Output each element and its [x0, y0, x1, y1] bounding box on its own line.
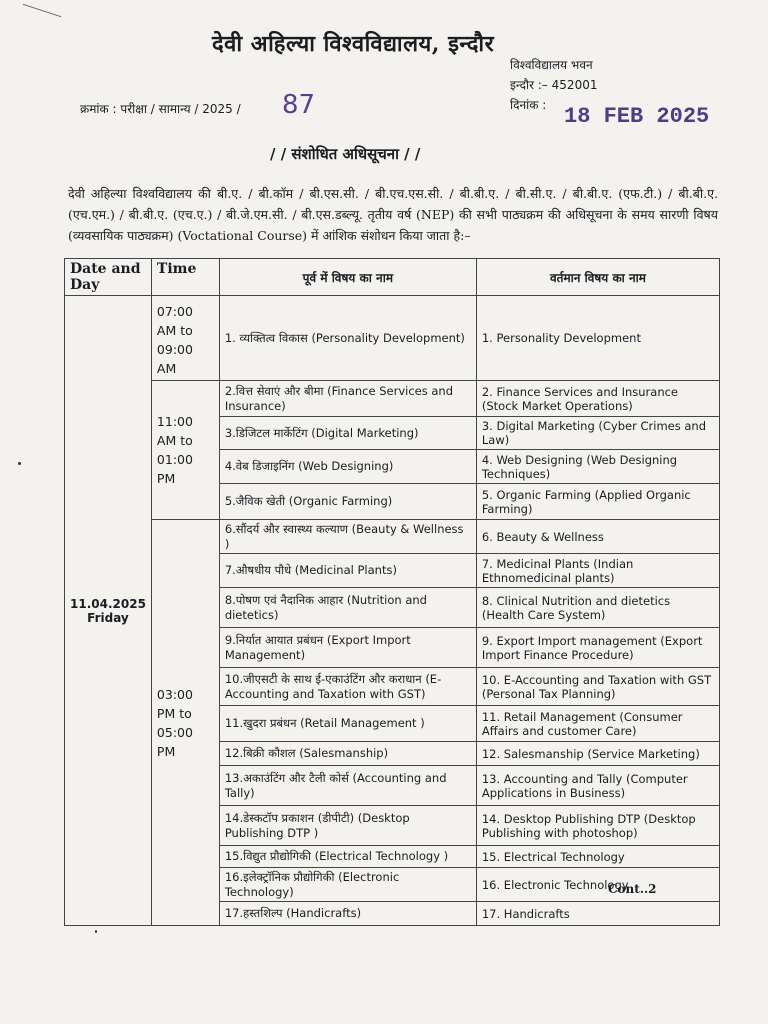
new-subject: 3. Digital Marketing (Cyber Crimes and Law): [476, 417, 719, 450]
date-cell: [65, 296, 152, 926]
reference-number: 87: [282, 90, 316, 120]
time-slot-1: 07:00 AM to 09:00 AM: [151, 296, 219, 381]
old-subject: 2.वित्त सेवाएं और बीमा (Finance Services and Insurance): [219, 381, 476, 417]
old-subject: 7.औषधीय पौधे (Medicinal Plants): [219, 554, 476, 588]
university-title: देवी अहिल्या विश्वविद्यालय, इन्दौर: [212, 31, 495, 57]
address-line-2: इन्दौर :– 452001: [510, 78, 598, 92]
new-subject: 6. Beauty & Wellness: [476, 520, 719, 554]
old-subject: 12.बिक्री कौशल (Salesmanship): [219, 742, 476, 766]
old-subject: 4.वेब डिजाइनिंग (Web Designing): [219, 450, 476, 484]
new-subject: 17. Handicrafts: [476, 902, 719, 926]
new-subject: 8. Clinical Nutrition and dietetics (Health Care System): [476, 588, 719, 628]
new-subject: 1. Personality Development: [476, 296, 719, 381]
old-subject: 9.निर्यात आयात प्रबंधन (Export Import Management): [219, 628, 476, 668]
table-header-row: [65, 259, 720, 296]
schedule-table: [64, 258, 720, 926]
date-label: दिनांक :: [510, 98, 547, 112]
old-subject: 15.विद्युत प्रौद्योगिकी (Electrical Technology ): [219, 846, 476, 868]
old-subject: 16.इलेक्ट्रॉनिक प्रौद्योगिकी (Electronic Technology): [219, 868, 476, 902]
new-subject: 14. Desktop Publishing DTP (Desktop Publishing with photoshop): [476, 806, 719, 846]
old-subject: 14.डेस्कटॉप प्रकाशन (डीपीटी) (Desktop Publishing DTP ): [219, 806, 476, 846]
old-subject: 3.डिजिटल मार्केटिंग (Digital Marketing): [219, 417, 476, 450]
new-subject: 2. Finance Services and Insurance (Stock Market Operations): [476, 381, 719, 417]
header-date-day: Date and Day: [65, 259, 152, 296]
old-subject: 6.सौंदर्य और स्वास्थ्य कल्याण (Beauty & Wellness ): [219, 520, 476, 554]
scan-speck: [18, 462, 21, 465]
new-subject: 11. Retail Management (Consumer Affairs and customer Care): [476, 706, 719, 742]
new-subject: 10. E-Accounting and Taxation with GST (Personal Tax Planning): [476, 668, 719, 706]
old-subject: 5.जैविक खेती (Organic Farming): [219, 484, 476, 520]
notice-paragraph: देवी अहिल्या विश्वविद्यालय की बी.ए. / बी.कॉम / बी.एस.सी. / बी.एच.एस.सी. / बी.बी.ए. / बी.सी.ए. / बी.बी.ए. (एफ.टी.) / बी.बी.ए. (एच.एम.) / बी.बी.ए. (एच.ए.) / बी.जे.एम.सी. / बी.एस.डब्ल्यू. तृतीय वर्ष (NEP) की सभी पाठ्यक्रम की अधिसूचना के समय सारणी विषय (व्यवसायिक पाठ्यक्रम) (Voctational Course) में आंशिक संशोधन किया जाता है:–: [68, 186, 718, 243]
old-subject: 1. व्यक्तित्व विकास (Personality Development): [219, 296, 476, 381]
new-subject: 7. Medicinal Plants (Indian Ethnomedicinal plants): [476, 554, 719, 588]
table-row: [65, 520, 720, 554]
new-subject: 9. Export Import management (Export Import Finance Procedure): [476, 628, 719, 668]
new-subject: 16. Electronic Technology: [476, 868, 719, 902]
header-time: Time: [151, 259, 219, 296]
date-stamp: 18 FEB 2025: [564, 104, 710, 129]
old-subject: 8.पोषण एवं नैदानिक आहार (Nutrition and dietetics): [219, 588, 476, 628]
exam-day: Friday: [87, 610, 129, 625]
new-subject: 15. Electrical Technology: [476, 846, 719, 868]
reference-prefix: क्रमांक : परीक्षा / सामान्य / 2025 /: [80, 102, 241, 116]
new-subject: 12. Salesmanship (Service Marketing): [476, 742, 719, 766]
exam-date: 11.04.2025: [70, 596, 146, 611]
new-subject: 4. Web Designing (Web Designing Techniques): [476, 450, 719, 484]
old-subject: 13.अकाउंटिंग और टैली कोर्स (Accounting and Tally): [219, 766, 476, 806]
table-row: [65, 296, 720, 381]
old-subject: 10.जीएसटी के साथ ई-एकाउंटिंग और कराधान (E-Accounting and Taxation with GST): [219, 668, 476, 706]
time-slot-2: 11:00 AM to 01:00 PM: [151, 381, 219, 520]
notice-heading: / / संशोधित अधिसूचना / /: [270, 145, 421, 163]
continued-note: Cont..2: [608, 882, 657, 896]
old-subject: 11.खुदरा प्रबंधन (Retail Management ): [219, 706, 476, 742]
scan-mark: [23, 4, 61, 17]
header-new-subject: वर्तमान विषय का नाम: [476, 259, 719, 296]
address-line-1: विश्वविद्यालय भवन: [510, 58, 593, 72]
old-subject: 17.हस्तशिल्प (Handicrafts): [219, 902, 476, 926]
header-old-subject: पूर्व में विषय का नाम: [219, 259, 476, 296]
time-slot-3: 03:00 PM to 05:00 PM: [151, 520, 219, 926]
new-subject: 5. Organic Farming (Applied Organic Farming): [476, 484, 719, 520]
new-subject: 13. Accounting and Tally (Computer Applications in Business): [476, 766, 719, 806]
scan-speck: [95, 930, 97, 933]
table-row: [65, 381, 720, 417]
